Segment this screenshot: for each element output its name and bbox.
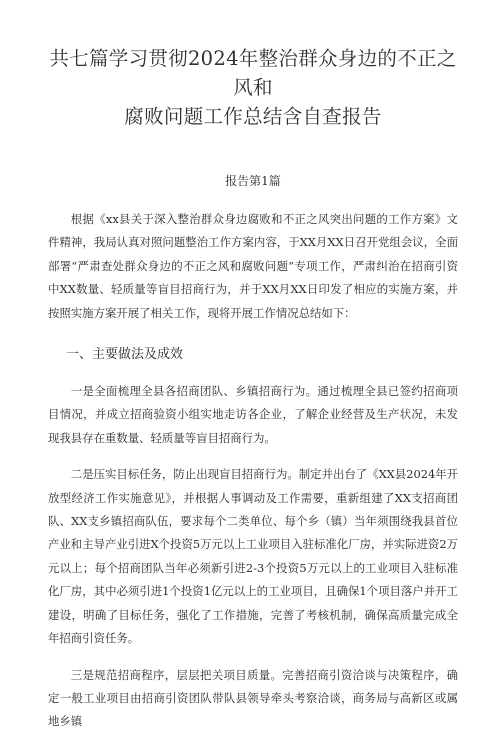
- document-title: [48, 44, 458, 131]
- section-heading-main-practices: 一、主要做法及成效: [66, 347, 184, 363]
- paragraph-second-measure: 二是压实目标任务，防止出现盲目招商行为。制定并出台了《XX县2024年开放型经济工作实施意见》，并根据人事调动及工作需要，重新组建了XX支招商团队、XX支乡镇招商队伍，要求每个二类单位、每个乡（镇）当年须围绕我县首位产业和主导产业引进X个投资5万元以上工业项目入驻标准化厂房，并实际进资2万元以上；每个招商团队当年必须新引进2-3个投资5万元以上的工业项目入驻标准化厂房，其中必须引进1个投资1亿元以上的工业项目，且确保1个项目落户并开工建设，明确了目标任务，强化了工作措施，完善了考核机制，确保高质量完成全年招商引资任务。: [48, 467, 458, 646]
- paragraph-gap: [48, 651, 458, 664]
- paragraph-third-measure: 三是规范招商程序，层层把关项目质量。完善招商引资洽谈与决策程序，确定一般工业项目由招商引资团队带队县领导牵头考察洽谈，商务局与高新区或属地乡镇: [48, 667, 458, 729]
- title-line-1: 共七篇学习贯彻2024年整治群众身边的不正之风和: [49, 47, 457, 99]
- intro-paragraph: 根据《xx县关于深入整治群众身边腐败和不正之风突出问题的工作方案》文件精神，我局认真对照问题整治工作方案内容，于XX月XX日召开党组会议，全面部署“严肃查处群众身边的不正之风和腐败问题”专项工作，严肃纠治在招商引资中XX数量、轻质量等盲目招商行为，并于XX月XX日印发了相应的实施方案，并按照实施方案开展了相关工作，现将开展工作情况总结如下：: [48, 212, 458, 320]
- paragraph-first-measure: 一是全面梳理全县各招商团队、乡镇招商行为。通过梳理全县已签约招商项目情况，并成立招商验资小组实地走访各企业，了解企业经营及生产状况，未发现我县存在重数量、轻质量等盲目招商行为。: [48, 384, 458, 445]
- title-line-2: 腐败问题工作总结含自查报告: [124, 105, 382, 128]
- paragraph-gap: [48, 450, 458, 463]
- report-subtitle: 报告第1篇: [225, 174, 281, 188]
